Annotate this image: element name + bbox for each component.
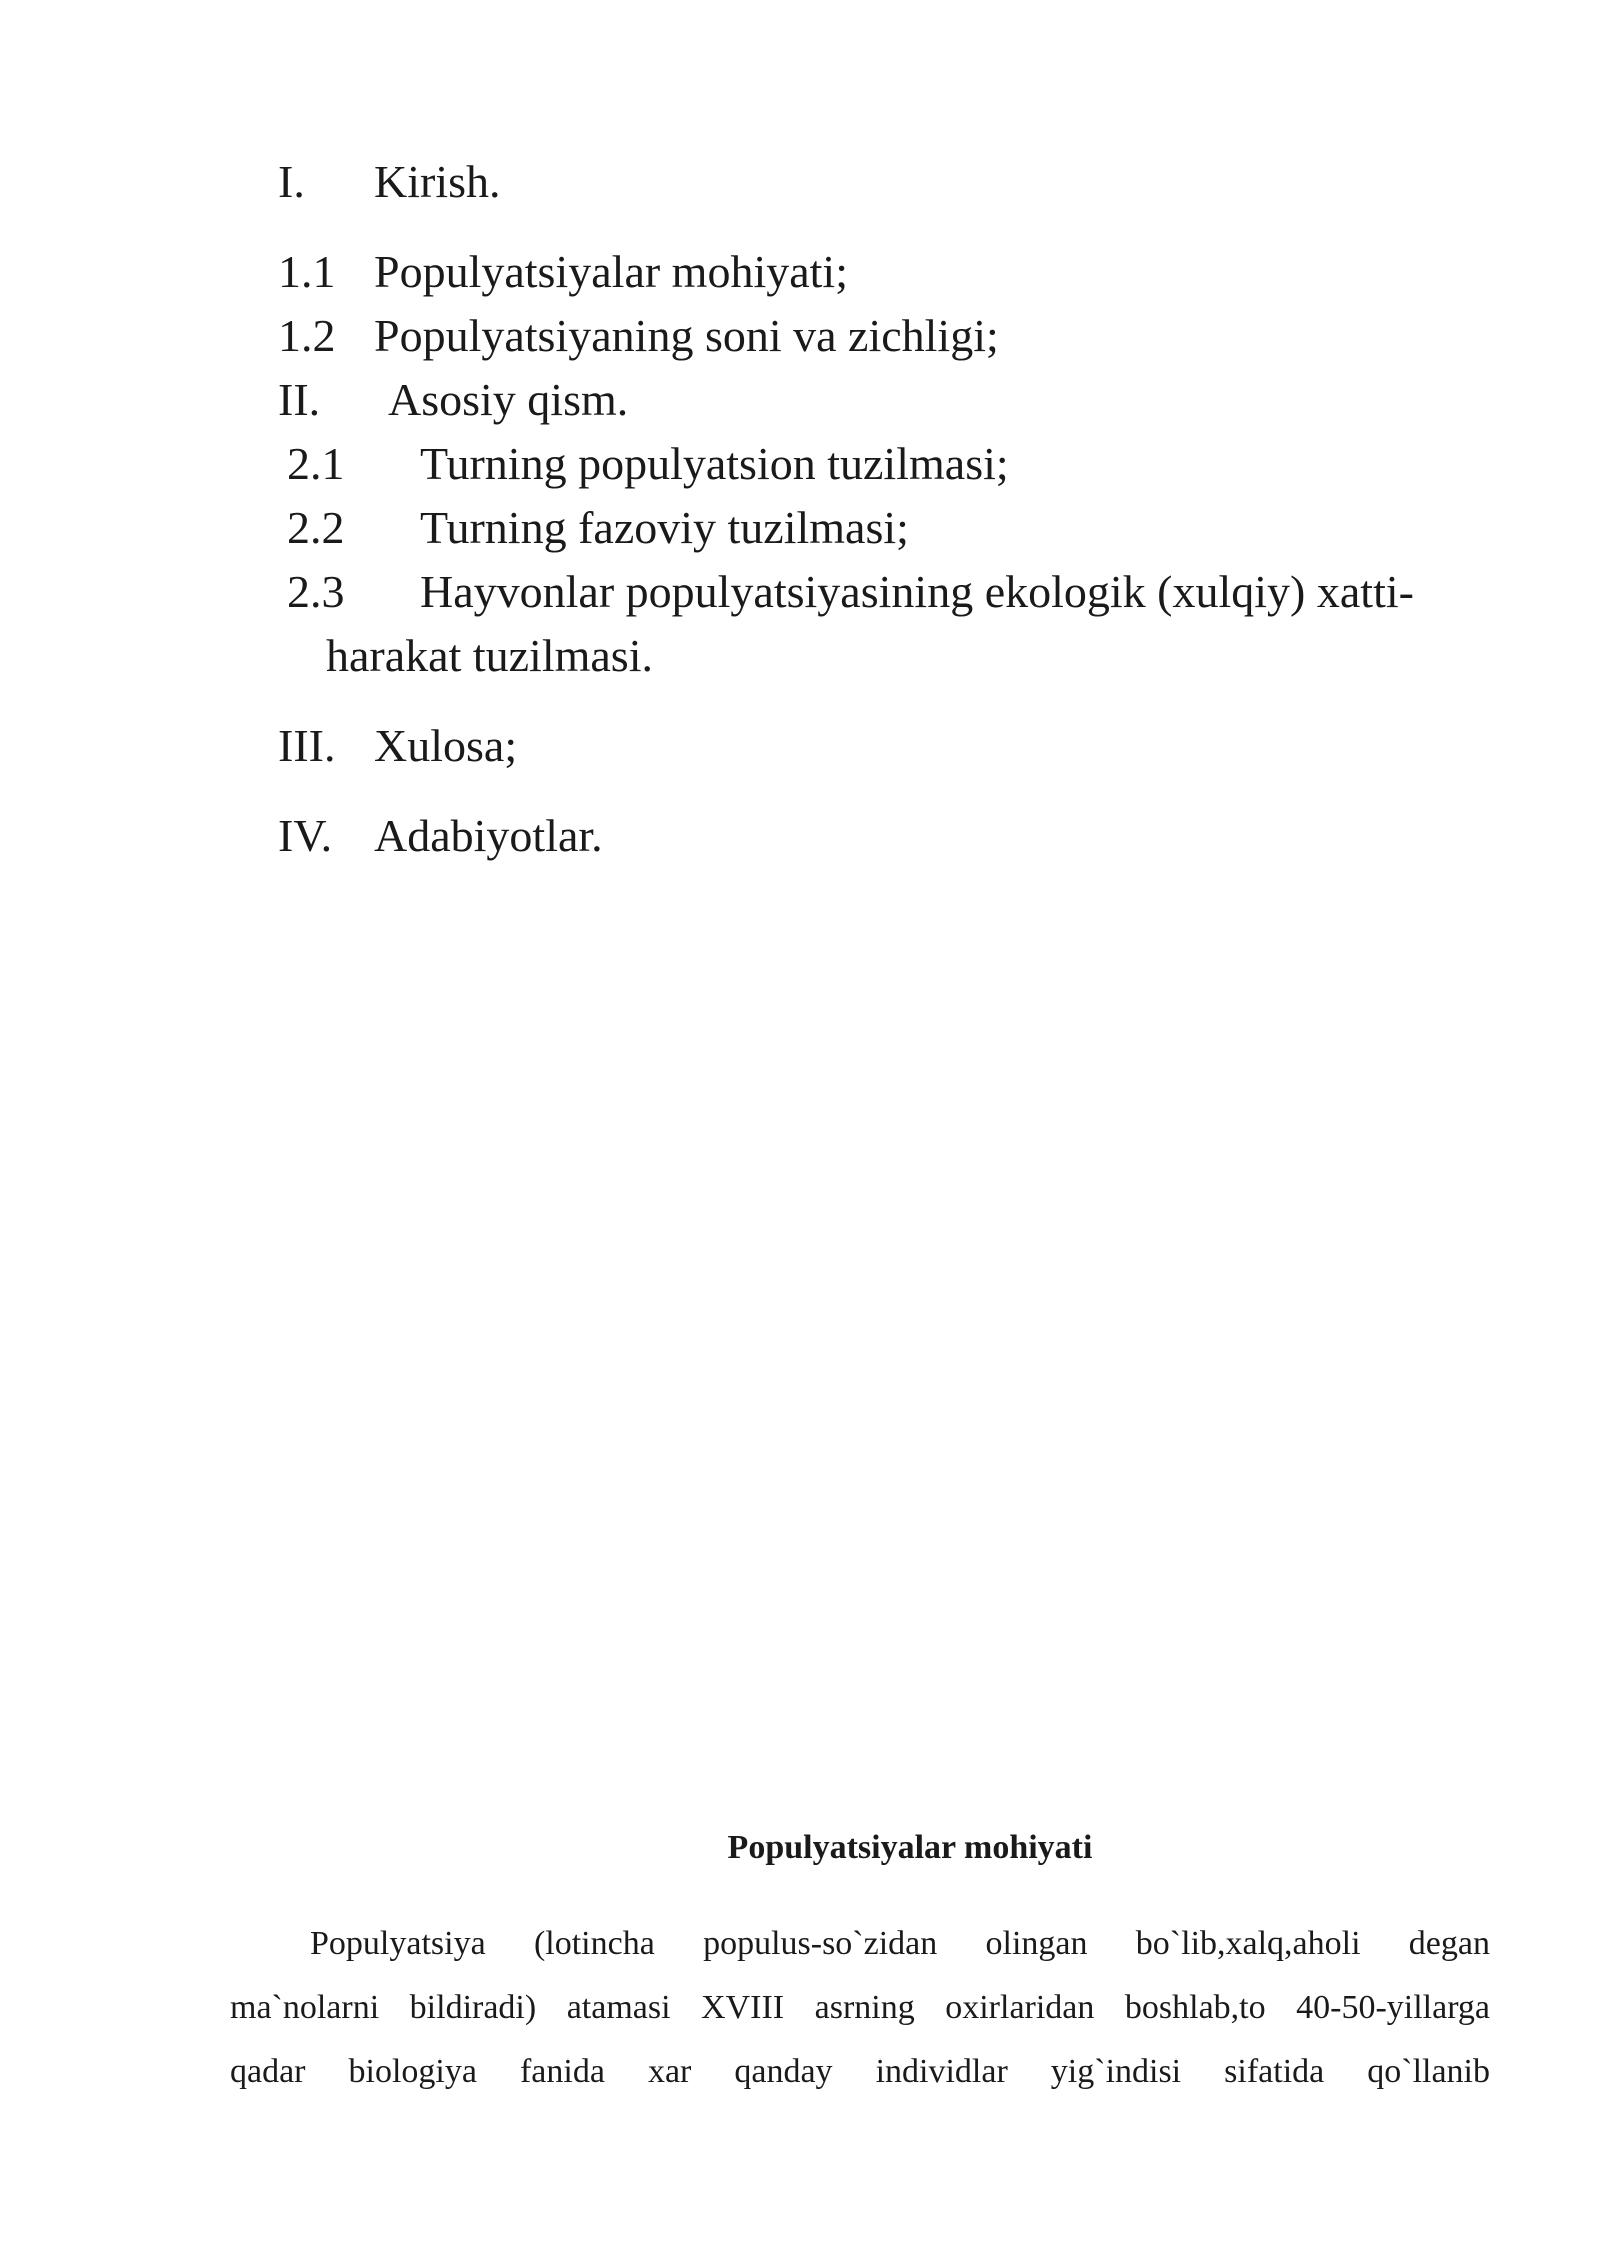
toc-text: Asosiy qism. [388, 374, 629, 425]
toc-text: Turning fazoviy tuzilmasi; [420, 502, 909, 553]
toc-text: Hayvonlar populyatsiyasining ekologik (xulqiy) xatti- [420, 566, 1414, 617]
toc-text: Turning populyatsion tuzilmasi; [420, 438, 1009, 489]
toc-number: IV. [278, 810, 333, 861]
toc-number: I. [278, 156, 305, 207]
paragraph-line: Populyatsiya (lotincha populus-so`zidan olingan bo`lib,xalq,aholi degan [310, 1925, 1490, 1962]
body-paragraph [230, 1912, 1490, 2104]
toc-number: 1.2 [278, 310, 336, 361]
toc-number: 2.1 [287, 438, 345, 489]
toc-text: Adabiyotlar. [374, 810, 603, 861]
toc-text: Kirish. [374, 156, 501, 207]
toc-text: Populyatsiyalar mohiyati; [374, 246, 848, 297]
section-title: Populyatsiyalar mohiyati [727, 1829, 1093, 1866]
toc-number: 1.1 [278, 246, 336, 297]
toc-number: 2.3 [287, 566, 345, 617]
toc-number: II. [278, 374, 321, 425]
toc-text: Xulosa; [374, 720, 518, 771]
paragraph-line: ma`nolarni bildiradi) atamasi XVIII asrning oxirlaridan boshlab,to 40-50-yillarga [230, 1989, 1490, 2026]
toc-number: 2.2 [287, 502, 345, 553]
toc-text: Populyatsiyaning soni va zichligi; [374, 310, 999, 361]
toc-number: III. [278, 720, 336, 771]
paragraph-line: qadar biologiya fanida xar qanday individlar yig`indisi sifatida qo`llanib [230, 2053, 1490, 2090]
toc-text: harakat tuzilmasi. [326, 630, 653, 681]
